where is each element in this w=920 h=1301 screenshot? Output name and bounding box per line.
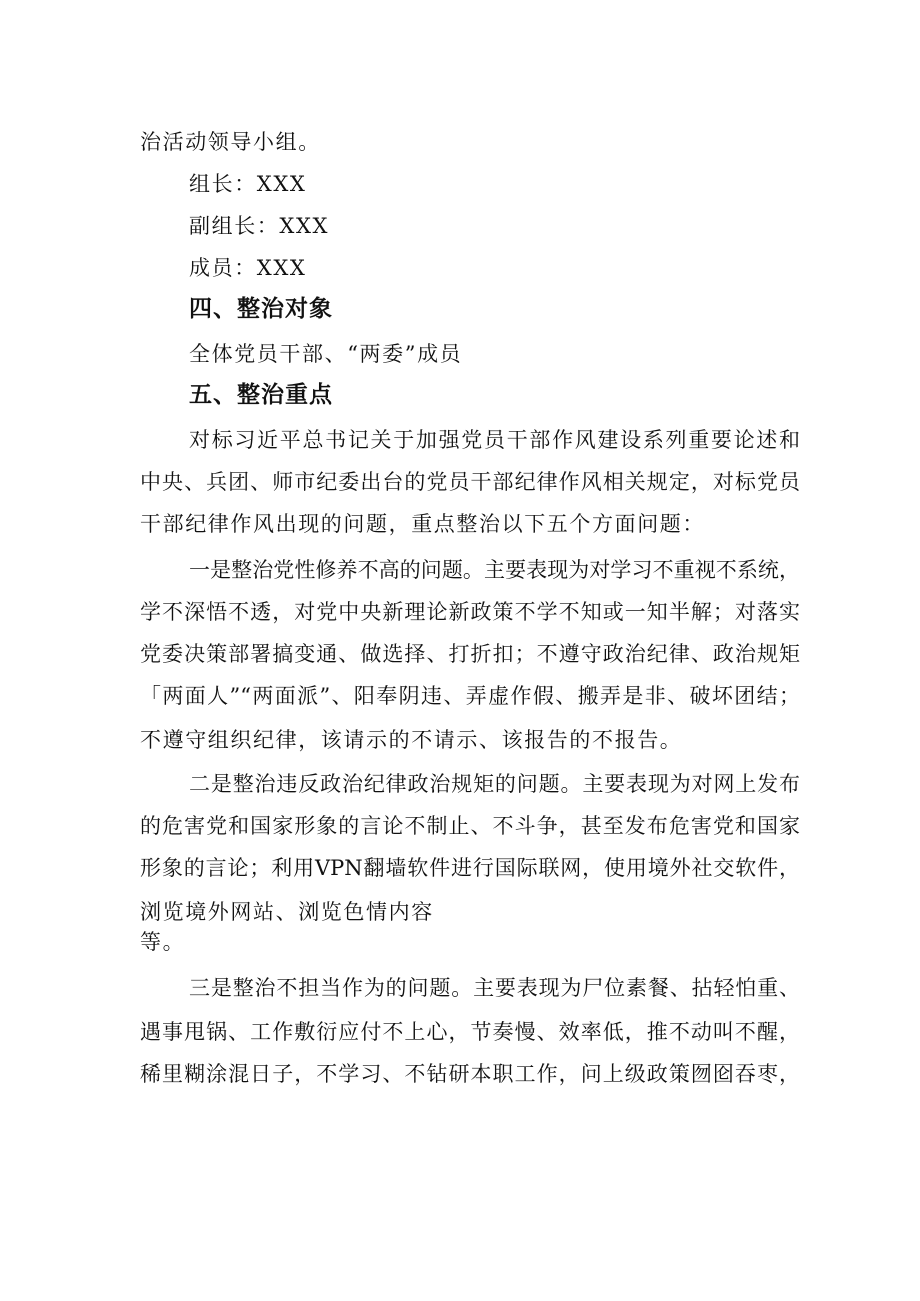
text-line: 治活动领导小组。 [140, 130, 321, 154]
text-line: 稀里糊涂混日子，不学习、不钻研本职工作，问上级政策囫囵吞枣， [140, 1062, 800, 1086]
section-heading-4: 四、整治对象 [189, 296, 333, 322]
text-line: 三是整治不担当作为的问题。主要表现为尸位素餐、拈轻怕重、 [189, 976, 800, 1000]
text-line: 学不深悟不透，对党中央新理论新政策不学不知或一知半解；对落实 [140, 600, 800, 624]
text-line: 浏览境外网站、浏览色情内容 [140, 900, 434, 924]
text-line: 一是整治党性修养不高的问题。主要表现为对学习不重视不系统， [189, 558, 800, 582]
text-line: 形象的言论；利用VPN翻墙软件进行国际联网，使用境外社交软件， [140, 856, 800, 880]
text-line: 中央、兵团、师市纪委出台的党员干部纪律作风相关规定，对标党员 [140, 470, 800, 494]
text-line: 等。 [140, 930, 186, 954]
section-heading-5: 五、整治重点 [189, 382, 333, 408]
members-line: 成员：XXX [189, 256, 307, 280]
text-line: 干部纪律作风出现的问题，重点整治以下五个方面问题： [140, 512, 705, 536]
text-line: 党委决策部署搞变通、做选择、打折扣；不遵守政治纪律、政治规矩 [140, 642, 800, 666]
text-line: 对标习近平总书记关于加强党员干部作风建设系列重要论述和 [189, 428, 800, 452]
text-line: 「两面人”“两面派”、阳奉阴违、弄虚作假、搬弄是非、破坏团结； [140, 684, 800, 708]
leader-line: 组长：XXX [189, 172, 307, 196]
text-line: 全体党员干部、“两委”成员 [189, 342, 463, 366]
text-line: 的危害党和国家形象的言论不制止、不斗争，甚至发布危害党和国家 [140, 814, 800, 838]
text-line: 遇事甩锅、工作敷衍应付不上心，节奏慢、效率低，推不动叫不醒， [140, 1020, 800, 1044]
text-line: 不遵守组织纪律，该请示的不请示、该报告的不报告。 [140, 728, 683, 752]
text-line: 二是整治违反政治纪律政治规矩的问题。主要表现为对网上发布 [189, 772, 800, 796]
deputy-leader-line: 副组长：XXX [189, 214, 330, 238]
